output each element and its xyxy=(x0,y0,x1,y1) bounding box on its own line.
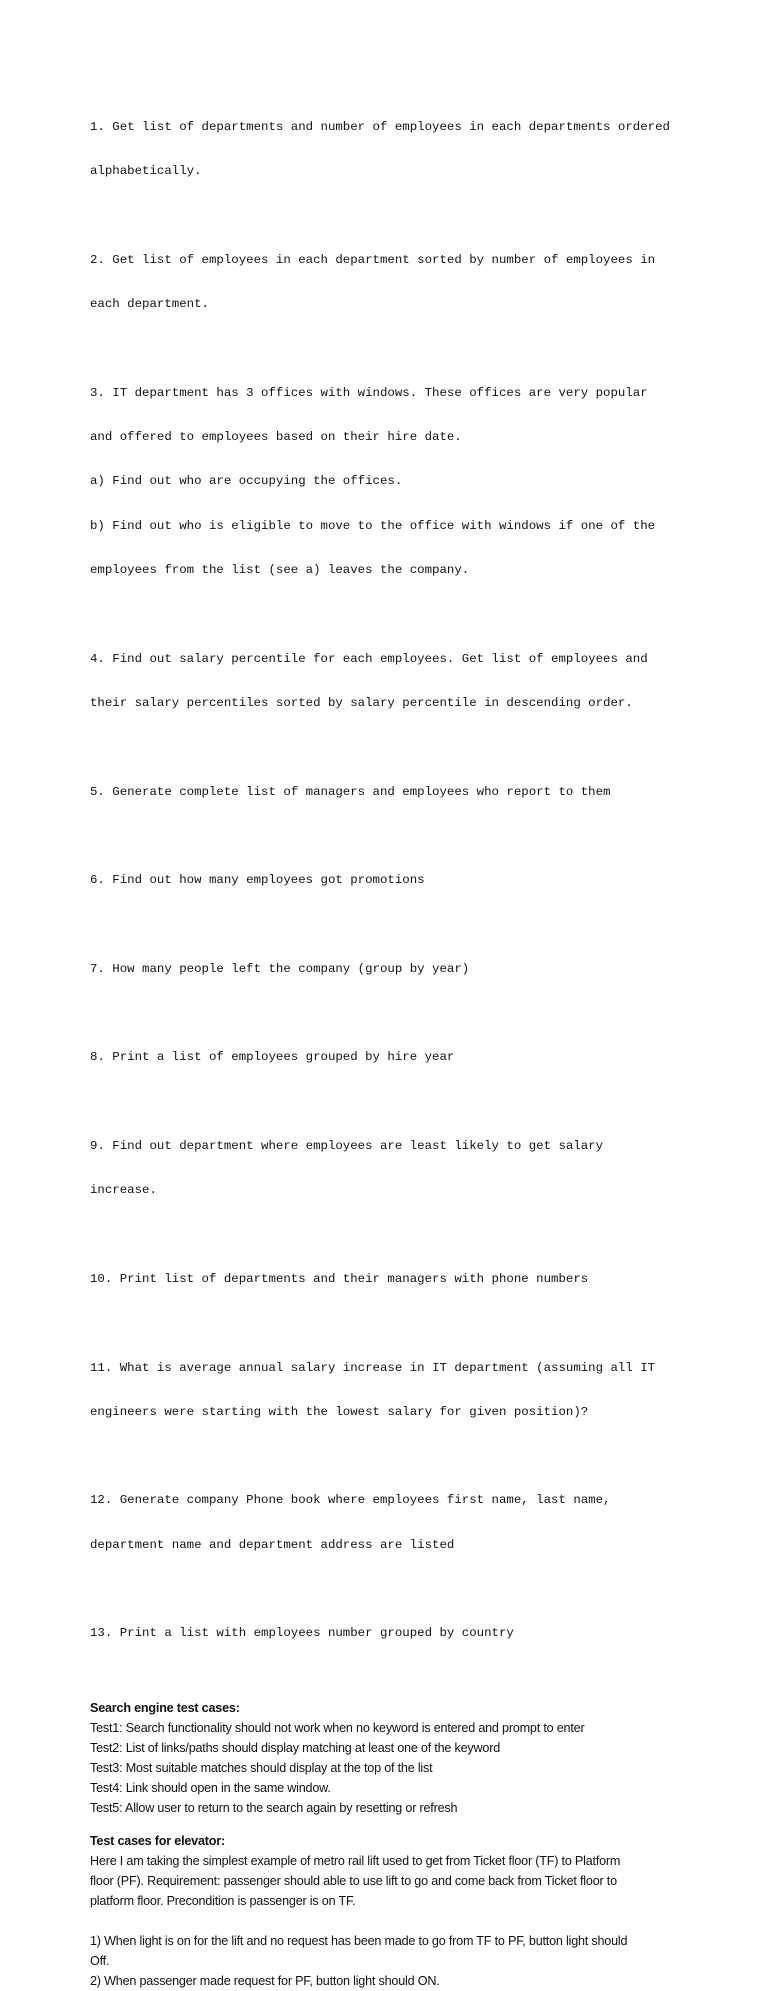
question-12-line-2: department name and department address are listed xyxy=(90,1537,455,1552)
question-13-line-1: 13. Print a list with employees number grouped by country xyxy=(90,1626,514,1641)
question-7-line-1: 7. How many people left the company (group by year) xyxy=(90,961,470,976)
elevator-case-1-line-2: Off. xyxy=(90,1954,110,1969)
search-test-2: Test2: List of links/paths should display matching at least one of the keyword xyxy=(90,1741,501,1756)
question-10 xyxy=(90,1242,690,1316)
search-test-4: Test4: Link should open in the same window. xyxy=(90,1781,331,1796)
question-2-line-1: 2. Get list of employees in each department sorted by number of employees in xyxy=(90,252,656,267)
question-1 xyxy=(90,90,690,208)
question-9-line-1: 9. Find out department where employees are least likely to get salary xyxy=(90,1138,604,1153)
question-1-line-2: alphabetically. xyxy=(90,163,202,178)
question-13 xyxy=(90,1597,690,1671)
question-11-line-2: engineers were starting with the lowest salary for given position)? xyxy=(90,1404,589,1419)
search-engine-heading: Search engine test cases: xyxy=(90,1701,240,1716)
question-7 xyxy=(90,932,690,1006)
question-4 xyxy=(90,622,690,740)
question-4-line-2: their salary percentiles sorted by salary percentile in descending order. xyxy=(90,696,633,711)
question-3-line-4: b) Find out who is eligible to move to the office with windows if one of the xyxy=(90,518,656,533)
question-3-line-5: employees from the list (see a) leaves the company. xyxy=(90,563,470,578)
question-10-line-1: 10. Print list of departments and their managers with phone numbers xyxy=(90,1271,589,1286)
question-2 xyxy=(90,223,690,341)
question-5 xyxy=(90,755,690,829)
question-3 xyxy=(90,356,690,608)
question-8 xyxy=(90,1021,690,1095)
question-8-line-1: 8. Print a list of employees grouped by hire year xyxy=(90,1050,455,1065)
question-4-line-1: 4. Find out salary percentile for each employees. Get list of employees and xyxy=(90,651,648,666)
search-test-3: Test3: Most suitable matches should display at the top of the list xyxy=(90,1761,433,1776)
sql-question-list xyxy=(90,90,690,1671)
elevator-intro-line-3: platform floor. Precondition is passenger is on TF. xyxy=(90,1894,356,1909)
question-1-line-1: 1. Get list of departments and number of employees in each departments ordered xyxy=(90,119,670,134)
elevator-heading: Test cases for elevator: xyxy=(90,1834,225,1849)
question-9 xyxy=(90,1109,690,1227)
elevator-section xyxy=(90,1831,690,1991)
search-engine-section xyxy=(90,1698,690,1818)
document-page xyxy=(90,90,690,1991)
elevator-case-1-line-1: 1) When light is on for the lift and no request has been made to go from TF to PF, button light should xyxy=(90,1934,628,1949)
question-12-line-1: 12. Generate company Phone book where employees first name, last name, xyxy=(90,1493,611,1508)
search-test-5: Test5: Allow user to return to the search again by resetting or refresh xyxy=(90,1801,458,1816)
question-6-line-1: 6. Find out how many employees got promotions xyxy=(90,873,425,888)
question-3-line-2: and offered to employees based on their hire date. xyxy=(90,429,462,444)
question-5-line-1: 5. Generate complete list of managers and employees who report to them xyxy=(90,784,611,799)
question-9-line-2: increase. xyxy=(90,1183,157,1198)
question-11 xyxy=(90,1331,690,1449)
question-11-line-1: 11. What is average annual salary increase in IT department (assuming all IT xyxy=(90,1360,656,1375)
question-2-line-2: each department. xyxy=(90,296,209,311)
question-3-line-3: a) Find out who are occupying the offices. xyxy=(90,474,403,489)
search-test-1: Test1: Search functionality should not work when no keyword is entered and prompt to enter xyxy=(90,1721,585,1736)
elevator-intro-line-1: Here I am taking the simplest example of metro rail lift used to get from Ticket floor (TF) to Platform xyxy=(90,1854,621,1869)
elevator-intro-line-2: floor (PF). Requirement: passenger should able to use lift to go and come back from Ticket floor to xyxy=(90,1874,617,1889)
question-6 xyxy=(90,844,690,918)
question-3-line-1: 3. IT department has 3 offices with windows. These offices are very popular xyxy=(90,385,648,400)
question-12 xyxy=(90,1464,690,1582)
elevator-case-2: 2) When passenger made request for PF, button light should ON. xyxy=(90,1974,440,1989)
